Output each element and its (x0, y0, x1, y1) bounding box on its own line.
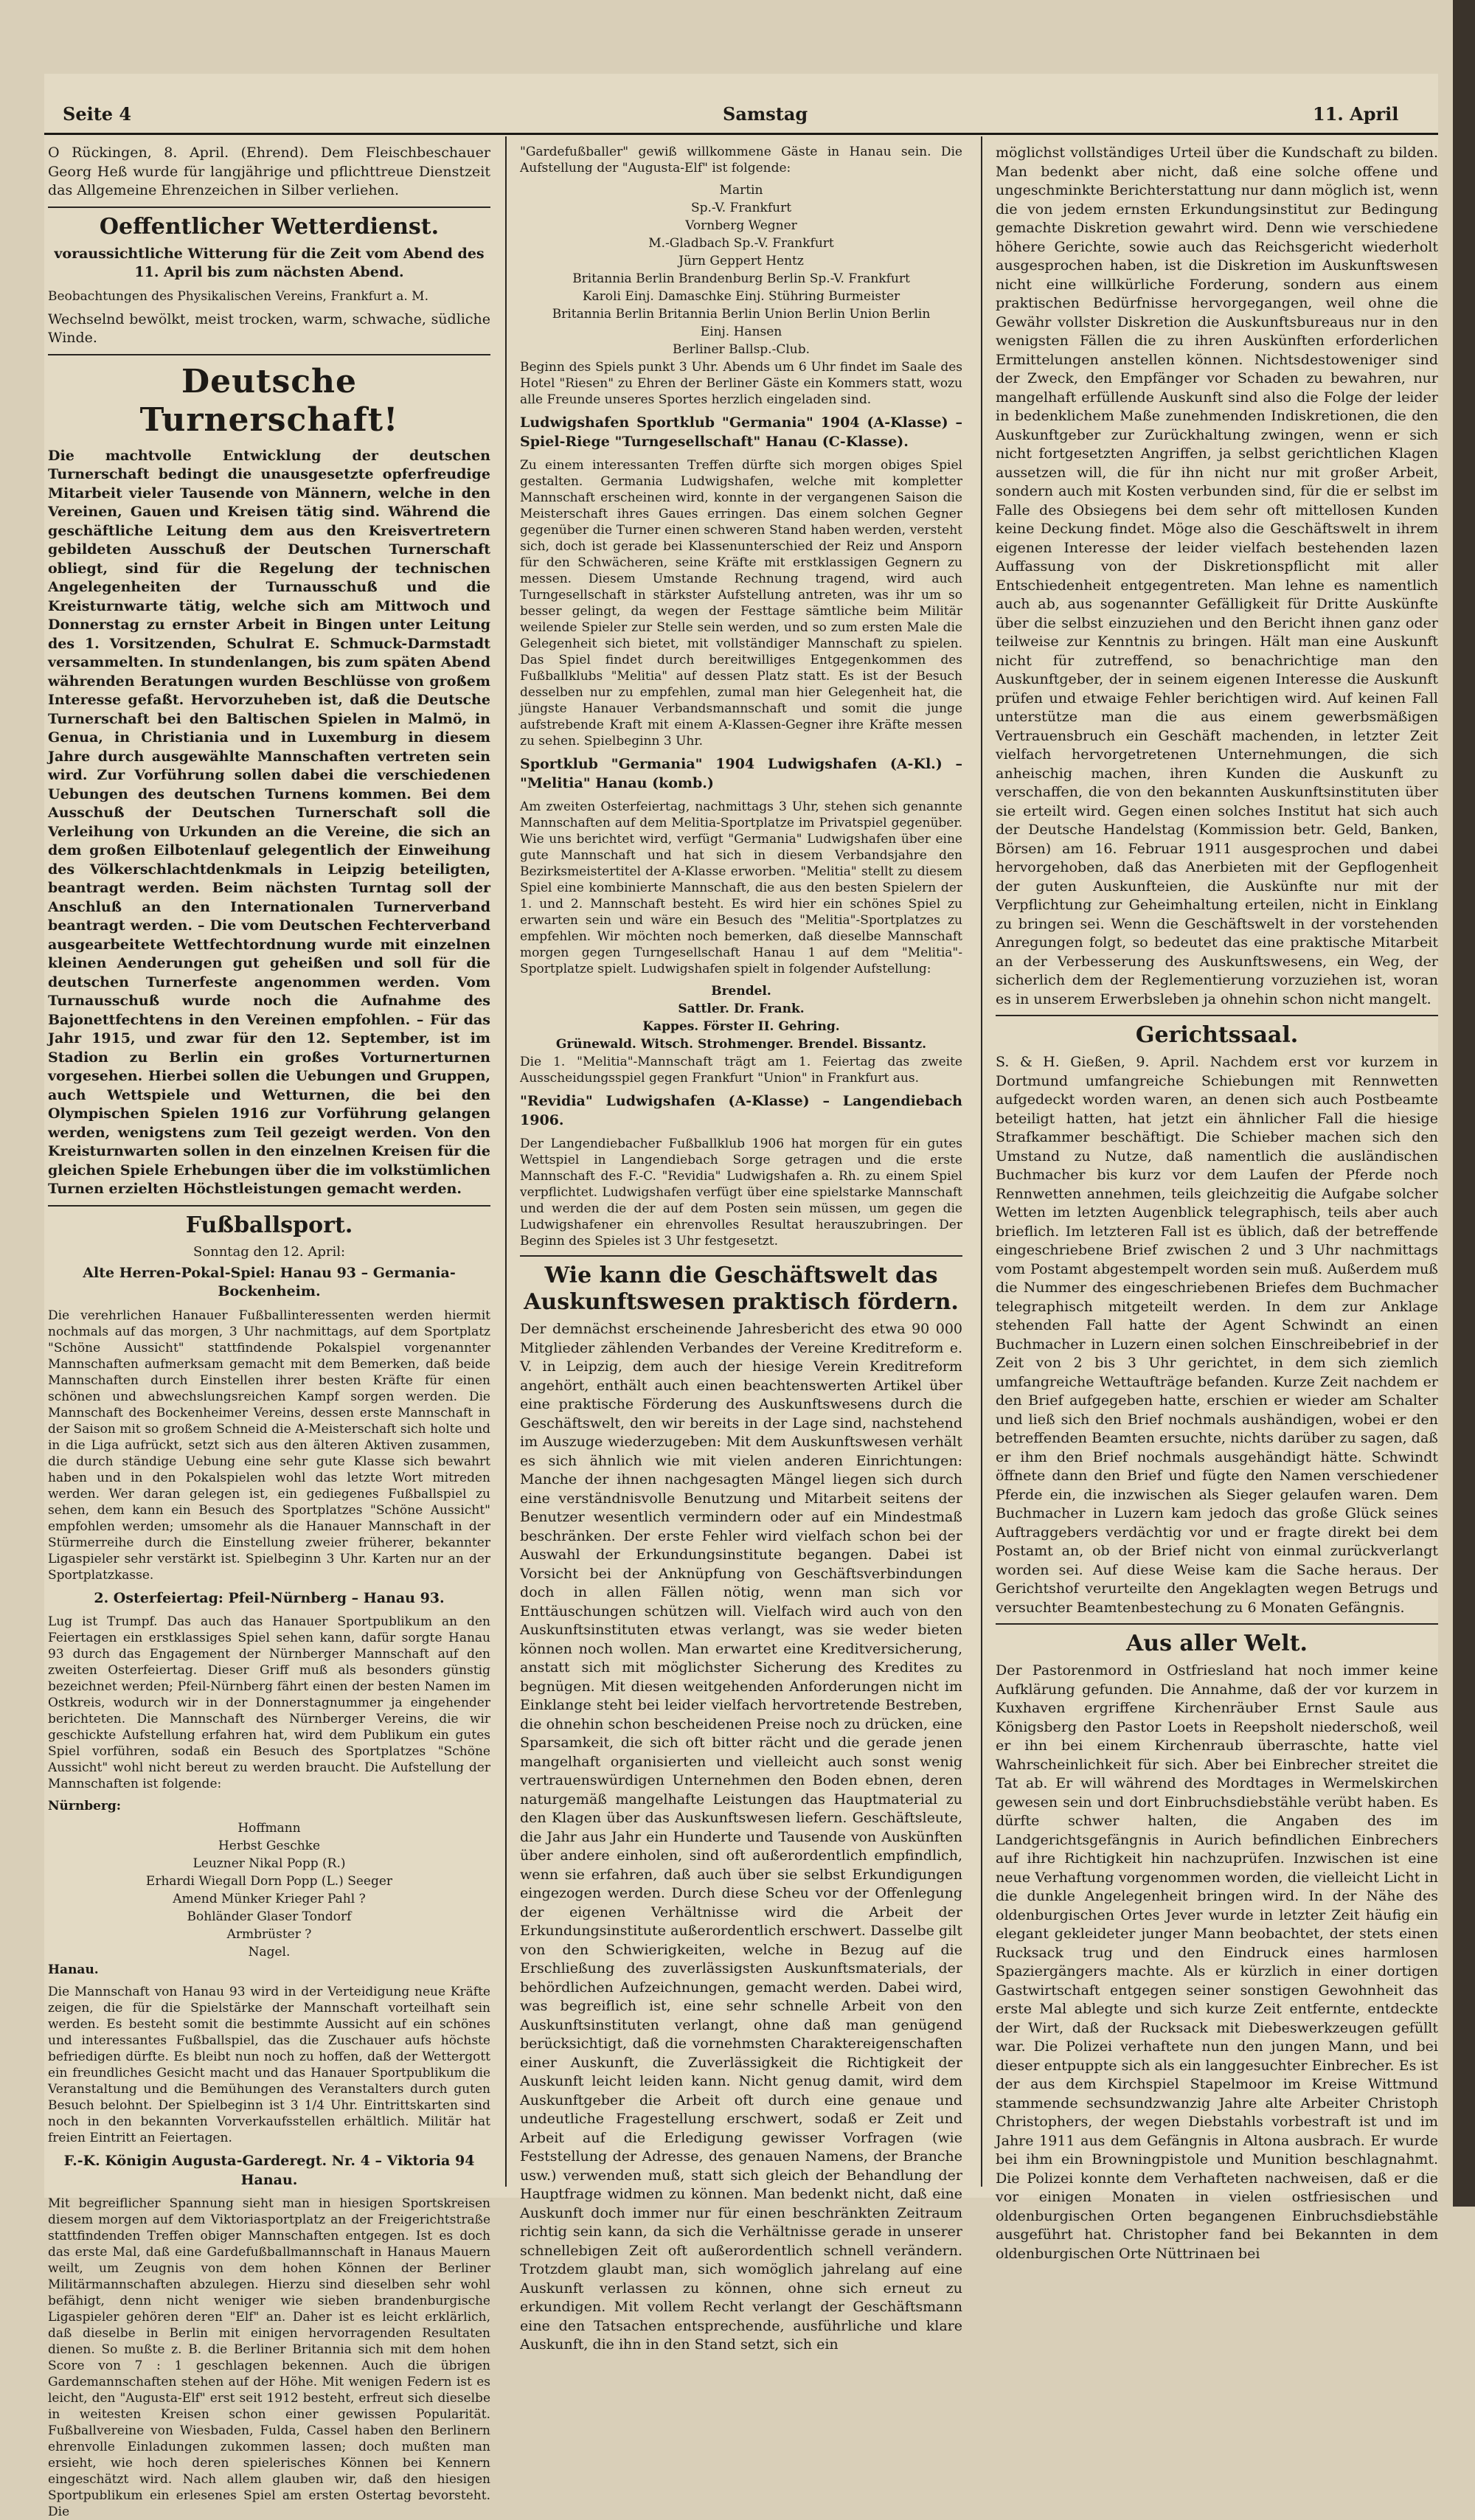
auskunft-title: Wie kann die Geschäftswelt das Auskunftswesen praktisch fördern. (524, 1263, 959, 1315)
separator (996, 1015, 1438, 1016)
page-header (44, 103, 1438, 133)
lineup-line: Bohländer Glaser Tondorf (187, 1909, 352, 1924)
lineup-nuernberg-label: Nürnberg: (48, 1799, 122, 1813)
fussball-text-1: Die verehrlichen Hanauer Fußballinteressenten werden hiermit nochmals auf das morgen, 3 Uhr nachmittags, auf dem Sportplatz "Schöne Aussicht" stattfindende Pokalspiel vorgenannter Mannschaften aufmerksam gemacht mit dem Bemerken, daß beide Mannschaften durch Einstellen ihrer besten Kräfte für einen schönen und abwechslungsreichen Kampf sorgen werden. Die Mannschaft des Bockenheimer Vereins, dessen erste Mannschaft in der Saison mit so großem Schneid die A-Meisterschaft sich holte und in die Liga aufrückt, setzt sich aus den älteren Aktiven zusammen, die durch ständige Uebung eine sehr gute Klasse sich bewahrt haben und in den Pokalspielen wohl das letzte Wort mitreden werden. Wer daran gelegen ist, ein gediegenes Fußballspiel zu sehen, dem kann ein Besuch des Sportplatzes "Schöne Aussicht" empfohlen werden; umsomehr als die Hanauer Mannschaft in der Stürmerreihe durch die Einstellung zweier früherer, bekannter Ligaspieler sehr verstärkt ist. Spielbeginn 3 Uhr. Karten nur an der Sportplatzkasse. (48, 1308, 490, 1583)
guard-intro: "Gardefußballer" gewiß willkommene Gäste in Hanau sein. Die Aufstellung der "Augusta-Elf" ist folgende: (520, 145, 962, 176)
fussball-game-3: F.-K. Königin Augusta-Garderegt. Nr. 4 – Viktoria 94 Hanau. (63, 2153, 475, 2188)
lineup-line: Hoffmann (237, 1821, 301, 1836)
weekday: Samstag (723, 103, 808, 125)
lineup-line: Einj. Hansen (700, 324, 782, 339)
column-rule (981, 136, 982, 2187)
fussball-title: Fußballsport. (185, 1212, 353, 1238)
game-6-title: "Revidia" Ludwigshafen (A-Klasse) – Langendiebach 1906. (520, 1093, 962, 1128)
lineup-line: Erhardi Wiegall Dorn Popp (L.) Seeger (145, 1874, 393, 1889)
auskunft-text-2: möglichst vollständiges Urteil über die Kundschaft zu bilden. Man bedenkt aber nicht, daß eine solche offene und ungeschminkte Berichterstattung nur dann möglich ist, wenn die von jedem ernsten Erkundungsinstitut zur Bedingung gemachte Diskretion gewahrt wird. Denn wie verschiedene höhere Gerichte, sowie auch das Reichsgericht wiederholt ausgesprochen haben, ist die Diskretion im Auskunftswesen nicht eine willkürliche Forderung, sondern aus einem praktischen Bedürfnisse hervorgegangen, weil ohne die Gewähr vollster Diskretion die Auskunftsbureaus nur in den wenigsten Fällen die zu ihren Auskünften erforderlichen Ermittelungen anstellen können. Nichtsdestoweniger sind der Zweck, den Empfänger vor Schaden zu bewahren, nur mangelhaft erfüllende Auskunft sind also die Folge der leider in bedenklichem Maße zunehmenden Indiskretionen, die den Auskunftgeber zur Zurückhaltung zwingen, wenn er sich nicht fortgesetzten Angriffen, ja selbst gerichtlichen Klagen aussetzen will, die für ihn nicht nur mit großer Arbeit, sondern auch mit Kosten verbunden sind, für die er selbst im Falle des Obsiegens bei dem sehr oft mittellosen Kunden keine Deckung findet. Möge also die Geschäftswelt in ihrem eigenen Interesse der leider vielfach bestehenden lazen Auffassung von der Diskretionspflicht mit aller Entschiedenheit entgegentreten. Man lehne es namentlich auch ab, aus sogenannter Gefälligkeit für Dritte Auskünfte über die selbst einzuziehen und den Bericht ihnen ganz oder teilweise zur Kenntnis zu bringen. Hält man eine Auskunft nicht für zutreffend, so benachrichtige man den Auskunftgeber, der in seinem eigenen Interesse die Auskunft prüfen und etwaige Fehler berichtigen wird. Auf keinen Fall unterstütze man die aus einem gewerbsmäßigen Vertrauensbruch ein Geschäft machenden, in letzter Zeit vielfach hervorgetretenen Unternehmungen, die sich anheischig machen, ihren Kunden die Auskunft zu verschaffen, die von den bekannten Auskunftsinstituten über sie erteilt wird. Gegen einen solches Institut hat sich auch der Deutsche Handelstag (Kommission betr. Geld, Banken, Börsen) am 16. Februar 1911 ausgesprochen und dabei hervorgehoben, daß das Anerbieten mit der Gepflogenheit der guten Auskunfteien, die Auskünfte nur mit der Verpflichtung zur Geheimhaltung erteilen, nicht in Einklang zu bringen sei. Wenn die Geschäftswelt in der vorstehenden Anregungen folgt, so bedeutet das eine praktische Mitarbeit an der Verbesserung des Auskunftswesens, ein Weg, der sicherlich dem der Reglementierung vorzuziehen ist, woran es in unserem Erwerbsleben ja ohnehin schon nicht mangelt. (996, 145, 1438, 1007)
game-6-text: Der Langendiebacher Fußballklub 1906 hat morgen für ein gutes Wettspiel in Langendiebach Sorge getragen und die erste Mannschaft des F.-C. "Revidia" Ludwigshafen a. Rh. zu einem Spiel verpflichtet. Ludwigshafen verfügt über eine spielstarke Mannschaft und werden die der auf dem Posten sein müssen, um gegen die Ludwigshafener ein ehrenvolles Resultat herauszubringen. Der Beginn des Spieles ist 3 Uhr festgesetzt. (520, 1136, 962, 1249)
lineup-line: Grünewald. Witsch. Strohmenger. Brendel. Bissantz. (555, 1037, 927, 1052)
gericht-title: Gerichtssaal. (1135, 1022, 1299, 1048)
lineup-line: Herbst Geschke (218, 1839, 321, 1853)
lineup-line: Berliner Ballsp.-Club. (672, 342, 811, 357)
separator (48, 354, 490, 355)
fussball-game-1: Alte Herren-Pokal-Spiel: Hanau 93 – Germania-Bockenheim. (83, 1264, 456, 1299)
fussball-text-4: Mit begreiflicher Spannung sieht man in hiesigen Sportskreisen diesem morgen auf dem Viktoriasportplatz an der Freigerichtstraße stattfindenden Treffen obiger Mannschaften entgegen. Ist es doch das erste Mal, daß eine Gardefußballmannschaft in Hanaus Mauern weilt, um Zeugnis von dem hohen Können der Berliner Militärmannschaften abzulegen. Hierzu sind dieselben sehr wohl befähigt, denn nicht weniger wie sieben brandenburgische Ligaspieler gehören deren "Elf" an. Daher ist es leicht erklärlich, daß dieselbe in Berlin mit einigen hervorragenden Resultaten dienen. So mußte z. B. die Berliner Britannia sich mit dem hohen Score von 7 : 1 geschlagen bekennen. Auch die übrigen Gardemannschaften stehen auf der Höhe. Mit wenigen Federn ist es leicht, den "Augusta-Elf" erst seit 1912 besteht, erfreut sich dieselbe in weitesten Kreisen schon einer gewissen Popularität. Fußballvereine von Wiesbaden, Fulda, Cassel haben den Berlinern ehrenvolle Einladungen zukommen lassen; doch mußten man ersieht, wie hoch deren spielerisches Können bei Kennern eingeschätzt wird. Nach allem glauben wir, daß den hiesigen Sportpublikum ein erlesenes Spiel am ersten Ostertag bevorsteht. Die (48, 2196, 490, 2519)
wetter-text: Wechselnd bewölkt, meist trocken, warm, schwache, südliche Winde. (48, 310, 490, 346)
binding-edge (1453, 0, 1475, 2207)
lineup-hanau-label: Hanau. (48, 1962, 99, 1977)
game-4-text: Zu einem interessanten Treffen dürfte sich morgen obiges Spiel gestalten. Germania Ludwigshafen, welche mit kompletter Mannschaft erscheinen wird, konnte in der vergangenen Saison die Meisterschaft ihres Gaues erringen. Das einem solchen Gegner gegenüber die Turner einen schweren Stand haben werden, versteht sich, doch ist gerade bei Klassenunterschied der Reiz und Ansporn für den Schwächeren, seine Kräfte mit erstklassigen Gegnern zu messen. Diesem Umstande Rechnung tragend, wird auch Turngesellschaft in stärkster Aufstellung antreten, was ihr um so besser gelingt, da wegen der Festtage sämtliche beim Militär weilende Spieler zur Stelle sein werden, und so zum ersten Male die Gelegenheit sich bietet, mit vollständiger Mannschaft zu spielen. Das Spiel findet durch bereitwilliges Entgegenkommen des Fußballklubs "Melitia" auf dessen Platz statt. Es ist der Besuch desselben nur zu empfehlen, zumal man hier Gelegenheit hat, die jüngste Hanauer Verbandsmannschaft und somit die junge aufstrebende Kraft mit einem A-Klassen-Gegner ihre Kräfte messen zu sehen. Spielbeginn 3 Uhr. (520, 458, 962, 749)
lineup-line: Amend Münker Krieger Pahl ? (173, 1892, 366, 1906)
lineup-line: Sattler. Dr. Frank. (678, 1002, 805, 1016)
gericht-text: S. & H. Gießen, 9. April. Nachdem erst vor kurzem in Dortmund umfangreiche Schiebungen mit Rennwetten aufgedeckt worden waren, an denen sich auch Postbeamte beteiligt hatten, hat jetzt ein ähnlicher Fall die hiesige Strafkammer beschäftigt. Die Schieber machen sich den Umstand zu Nutze, daß namentlich die ausländischen Buchmacher bis kurz vor dem Laufen der Pferde noch Rennwetten annehmen, teils gleichzeitig die Aufgabe solcher Wetten im letzten Augenblick telegraphisch, teils aber auch brieflich. Im letzteren Fall ist es üblich, daß der betreffende eingeschriebene Brief zwischen 2 und 3 Uhr nachmittags vom Postamt abgestempelt worden sein muß. Außerdem muß die Nummer des eingeschriebenen Briefes dem Buchmacher telegraphisch mitgeteilt werden. In dem zur Anklage stehenden Fall hatte der Agent Schwindt an einen Buchmacher in Luzern einen solchen Einschreibebrief in der Zeit von 2 bis 3 Uhr gerichtet, in dem sich ziemlich umfangreiche Wettaufträge befanden. Kurze Zeit nachdem er den Brief aufgegeben hatte, erschien er wieder am Schalter und ließ sich den Brief nochmals aushändigen, wobei er den betreffenden Beamten ersuchte, nichts darüber zu sagen, daß er ihm den Brief nochmals ausgehändigt hätte. Schwindt öffnete dann den Brief und fügte den Namen verschiedener Pferde ein, die inzwischen als Sieger gelaufen waren. Dem Buchmacher in Luzern kam jedoch das große Glück seines Auftraggebers verdächtig vor und er fragte direkt bei dem Postamt an, ob der Brief nicht von einmal zurückverlangt worden sei. Auf diese Weise kam die Sache heraus. Der Gerichtshof verurteilte den Angeklagten wegen Betrugs und versuchter Beamtenbestechung zu 6 Monaten Gefängnis. (996, 1054, 1438, 1616)
separator (996, 1623, 1438, 1625)
turner-title: Deutsche Turnerschaft! (139, 362, 399, 439)
newspaper-page (44, 74, 1438, 2519)
auskunft-text-1: Der demnächst erscheinende Jahresbericht des etwa 90 000 Mitglieder zählenden Verbandes der Vereine Kreditreform e. V. in Leipzig, dem auch der hiesige Verein Kreditreform angehört, enthält auch einen beachtenswerten Artikel über eine praktische Förderung des Auskunftswesens durch die Geschäftswelt, den wir bereits in der Lage sind, nachstehend im Auszuge wiederzugeben: Mit dem Auskunftswesen verhält es sich ähnlich wie mit vielen anderen Einrichtungen: Manche der ihnen nachgesagten Mängel liegen sich durch eine verständnisvolle Benutzung und Mitarbeit seitens der Benutzer wesentlich vermindern oder auf ein Mindestmaß beschränken. Der erste Fehler wird vielfach schon bei der Auswahl der Erkundungsinstitute begangen. Dabei ist Vorsicht bei der Anknüpfung von Geschäftsverbindungen doch in allen Fällen nötig, wenn man sich vor Enttäuschungen schützen will. Vielfach wird auch von den Auskunftsinstituten etwas verlangt, was sie weder bieten können noch wollen. Man erwartet eine Kreditversicherung, anstatt sich mit möglichster Sicherung des Kredites zu begnügen. Mit diesen weitgehenden Anforderungen nicht im Einklange steht bei leider vielfach hervortretende Bestreben, die ohnehin schon bescheidenen Preise noch zu drücken, eine Sparsamkeit, die sich oft bitter rächt und die gerade jenen mangelhaft organisierten und vielleicht auch sonst wenig vertrauenswürdigen Unternehmen den Boden ebnen, deren naturgemäß mangelhafte Leistungen das Hauptmaterial zu den Klagen über das Auskunftswesen liefern. Geschäftsleute, die Jahr aus Jahr ein Hunderte und Tausende von Auskünften über andere einholen, sind oft außerordentlich empfindlich, wenn sie erfahren, daß auch über sie selbst Erkundigungen eingezogen werden. Durch diese Scheu vor der Offenlegung der eigenen Verhältnisse wird die Arbeit der Erkundungsinstitute außerordentlich erschwert. Dasselbe gilt von den Schwierigkeiten, welche in Bezug auf die Erschließung des zuverlässigsten Auskunftsmaterials, der behördlichen Aufzeichnungen, gemacht werden. Dabei wird, was begreiflich ist, eine sehr schnelle Arbeit von den Auskunftsinstituten verlangt, ohne daß man genügend berücksichtigt, daß die vornehmsten Charaktereigenschaften einer Auskunft, die Zuverlässigkeit die Richtigkeit der Auskunft leicht leiden kann. Nicht genug damit, wird dem Auskunftgeber die Arbeit oft durch eine genaue und undeutliche Fragestellung erschwert, sodaß er Zeit und Arbeit auf die Erledigung gewisser Vorfragen (wie Feststellung der Adresse, des genauen Namens, der Branche usw.) verwenden muß, statt sich gleich der Behandlung der Hauptfrage widmen zu können. Man bedenkt nicht, daß eine Auskunft doch immer nur für einen beschränkten Zeitraum richtig sein kann, da sich die Verhältnisse gerade in unserer schnellebigen Zeit oft außerordentlich schnell verändern. Trotzdem glaubt man, sich womöglich jahrelang auf eine Auskunft verlassen zu können, ohne sich erneut zu erkundigen. Mit vollem Recht verlangt der Geschäftsmann eine den Tatsachen entsprechende, ausführliche und klare Auskunft, die ihn in den Stand setzt, sich ein (520, 1321, 962, 2353)
lineup-line: M.-Gladbach Sp.-V. Frankfurt (648, 236, 834, 251)
game-5-title: Sportklub "Germania" 1904 Ludwigshafen (A-Kl.) – "Melitia" Hanau (komb.) (520, 756, 962, 791)
lineup-line: Jürn Geppert Hentz (678, 254, 804, 268)
column-3 (996, 144, 1438, 2262)
column-2 (520, 144, 962, 2353)
game-4-title: Ludwigshafen Sportklub "Germania" 1904 (A-Klasse) – Spiel-Riege "Turngesellschaft" Hanau (C-Klasse). (520, 414, 962, 450)
wetter-title: Oeffentlicher Wetterdienst. (99, 213, 440, 240)
game-5-text: Am zweiten Osterfeiertag, nachmittags 3 Uhr, stehen sich genannte Mannschaften auf dem Melitia-Sportplatze im Privatspiel gegenüber. Wie uns berichtet wird, verfügt "Germania" Ludwigshafen über eine gute Mannschaft und hat sich in diesem Verbandsjahre den Bezirksmeistertitel der A-Klasse erworben. "Melitia" stellt zu diesem Spiel eine kombinierte Mannschaft, die aus den besten Spielern der 1. und 2. Mannschaft besteht. Es wird hier ein schönes Spiel zu erwarten sein und wäre ein Besuch des "Melitia"-Sportplatzes zu empfehlen. Wir möchten noch bemerken, daß dieselbe Mannschaft morgen gegen Turngesellschaft Hanau 1 auf dem "Melitia"-Sportplatze spielt. Ludwigshafen spielt in folgender Aufstellung: (520, 799, 962, 976)
separator (48, 1205, 490, 1207)
issue-date: 11. April (1313, 103, 1399, 125)
fussball-text-3: Die Mannschaft von Hanau 93 wird in der Verteidigung neue Kräfte zeigen, die für die Spielstärke der Mannschaft vorteilhaft sein werden. Es besteht somit die bestimmte Aussicht auf ein schönes und interessantes Fußballspiel, das die Zuschauer aufs höchste befriedigen dürfte. Es bleibt nun noch zu hoffen, daß der Wettergott ein freundliches Gesicht macht und das Hanauer Sportpublikum die Veranstaltung und die Bemühungen des Veranstalters durch guten Besuch belohnt. Der Spielbeginn ist 3 1/4 Uhr. Eintrittskarten sind noch in den bekannten Vorverkaufsstellen erhältlich. Militär hat freien Eintritt an Feiertagen. (48, 1985, 490, 2145)
fussball-text-2: Lug ist Trumpf. Das auch das Hanauer Sportpublikum an den Feiertagen ein erstklassiges Spiel sehen kann, dafür sorgte Hanau 93 durch das Engagement der Nürnberger Mannschaft auf den zweiten Osterfeiertag. Dieser Griff muß als besonders günstig bezeichnet werden; Pfeil-Nürnberg fährt einen der besten Namen im Ostkreis, wodurch wir in der Donnerstagnummer ja eingehender berichteten. Die Mannschaft des Nürnberger Vereins, die wir geschickte Aufstellung erfahren hat, wird dem Publikum ein gutes Spiel vorführen, sodaß ein Besuch des Sportplatzes "Schöne Aussicht" wohl nicht bereut zu werden braucht. Die Aufstellung der Mannschaften ist folgende: (48, 1614, 490, 1791)
lineup-line: Brendel. (711, 984, 771, 999)
lineup-line: Sp.-V. Frankfurt (690, 201, 792, 215)
header-rule (44, 133, 1438, 135)
lineup-line: Leuzner Nikal Popp (R.) (192, 1856, 346, 1871)
game-5-note: Die 1. "Melitia"-Mannschaft trägt am 1. Feiertag das zweite Ausscheidungsspiel gegen Frankfurt "Union" in Frankfurt aus. (520, 1055, 962, 1086)
separator (48, 206, 490, 208)
fussball-date: Sonntag den 12. April: (192, 1243, 346, 1260)
turner-text: Die machtvolle Entwicklung der deutschen Turnerschaft bedingt die unausgesetzte opferfreudige Mitarbeit vieler Tausende von Männern, welche in den Vereinen, Gauen und Kreisen tätig sind. Während die geschäftliche Leitung dem aus den Kreisvertretern gebildeten Ausschuß der Deutschen Turnerschaft obliegt, sind für die Regelung der technischen Angelegenheiten der Turnausschuß und die Kreisturnwarte tätig, welche sich am Mittwoch und Donnerstag zu ernster Arbeit in Bingen unter Leitung des 1. Vorsitzenden, Schulrat E. Schmuck-Darmstadt versammelten. In stundenlangen, bis zum späten Abend währenden Beratungen wurden Beschlüsse von großem Interesse gefaßt. Hervorzuheben ist, daß die Deutsche Turnerschaft bei den Baltischen Spielen in Malmö, in Genua, in Christiania und in Luxemburg in diesem Jahre durch ausgewählte Mannschaften vertreten sein wird. Zur Vorführung sollen dabei die verschiedenen Uebungen des deutschen Turnens kommen. Bei dem Ausschuß der Deutschen Turnerschaft soll die Verleihung von Urkunden an die Vereine, die sich an dem großen Eilbotenlauf gelegentlich der Einweihung des Völkerschlachtdenkmals in Leipzig beteiligten, beantragt werden. Beim nächsten Turntag soll der Anschluß an den Internationalen Turnerverband beantragt werden. – Die vom Deutschen Fechterverband ausgearbeitete Wettfechtordnung wurde mit einzelnen kleinen Aenderungen gut geheißen und soll für die deutschen Turnerfeste angenommen werden. Vom Turnausschuß wurde noch die Aufnahme des Bajonettfechtens in den Vereinen empfohlen. – Für das Jahr 1915, und zwar für den 12. September, ist im Stadion zu Berlin ein großes Vorturnerturnen vorgesehen. Hierbei sollen die Uebungen und Gruppen, auch Wettspiele und Wetturnen, die bei den Olympischen Spielen 1916 zur Vorführung gelangen werden, wenigstens zum Teil gezeigt werden. Von den Kreisturnwarten sollen in den einzelnen Kreisen für die gleichen Spiele Erhebungen über die im volkstümlichen Turnen erzielten Höchstleistungen gemacht werden. (48, 447, 490, 1197)
column-1 (48, 144, 490, 2519)
lineup-line: Nagel. (248, 1945, 291, 1960)
separator (520, 1255, 962, 1257)
page-number: Seite 4 (63, 103, 132, 125)
wetter-subtitle: voraussichtliche Witterung für die Zeit vom Abend des 11. April bis zum nächsten Abend. (54, 245, 485, 280)
lineup-line: Martin (719, 183, 763, 198)
lineup-line: Kappes. Förster II. Gehring. (642, 1019, 840, 1034)
lineup-line: Britannia Berlin Britannia Berlin Union Berlin Union Berlin (552, 307, 931, 322)
welt-text: Der Pastorenmord in Ostfriesland hat noch immer keine Aufklärung gefunden. Die Annahme, daß der vor kurzem in Kuxhaven ergriffene Kirchenräuber Ernst Saule aus Königsberg den Pastor Loets in Reepsholt niederschoß, weil er ihn bei einem Kirchenraub überraschte, hatte viel Wahrscheinlichkeit für sich. Aber bei Einbrecher streitet die Tat ab. Er will während des Mordtages in Wermelskirchen gewesen sein und dort Einbruchsdiebstähle verübt haben. Es dürfte schwer halten, die Angaben des im Landgerichtsgefängnis in Aurich befindlichen Einbrechers auf ihre Richtigkeit hin nachzuprüfen. Inzwischen ist eine neue Verhaftung vorgenommen worden, die vielleicht Licht in die dunkle Angelegenheit bringen wird. In der Nähe des oldenburgischen Ortes Jever wurde in letzter Zeit häufig ein elegant gekleideter junger Mann beobachtet, der stets einen Rucksack trug und den Eindruck eines harmlosen Spaziergängers machte. Als er kürzlich in einer dortigen Gastwirtschaft entgegen seiner sonstigen Gewohnheit das erste Mal ablegte und sich kurze Zeit entfernte, entdeckte der Wirt, daß der Rucksack mit Diebeswerkzeugen gefüllt war. Die Polizei verhaftete nun den jungen Mann, und bei dieser entpuppte sich als ein langgesuchter Einbrecher. Es ist der aus dem Kirchspiel Stapelmoor im Kreise Wittmund stammende sechsundzwanzig Jahre alte Arbeiter Christoph Christophers, der wegen Diebstahls vorbestraft ist und im Jahre 1911 aus dem Gefängnis in Altona ausbrach. Er wurde bei ihm ein Browningpistole und Munition beschlagnahmt. Die Polizei konnte dem Verhafteten nachweisen, daß er die vor einigen Monaten in vielen ostfriesischen und oldenburgischen Orten begangenen Einbruchsdiebstähle ausgeführt hat. Christopher fand bei Bekannten in dem oldenburgischen Orte Nüttrinaen bei (996, 1662, 1438, 2262)
wetter-source: Beobachtungen des Physikalischen Vereins, Frankfurt a. M. (48, 288, 428, 304)
lineup-line: Vornberg Wegner (685, 218, 797, 233)
rueckingen-notice: O Rückingen, 8. April. (Ehrend). Dem Fleischbeschauer Georg Heß wurde für langjährige und pflichttreue Dienstzeit das Allgemeine Ehrenzeichen in Silber verliehen. (48, 145, 490, 198)
guard-text: Beginn des Spiels punkt 3 Uhr. Abends um 6 Uhr findet im Saale des Hotel "Riesen" zu Ehren der Berliner Gäste ein Kommers statt, wozu alle Freunde unseres Sportes herzlich eingeladen sind. (520, 360, 962, 407)
fussball-game-2: 2. Osterfeiertag: Pfeil-Nürnberg – Hanau 93. (94, 1589, 445, 1606)
column-rule (505, 136, 507, 2187)
lineup-line: Britannia Berlin Brandenburg Berlin Sp.-V. Frankfurt (572, 271, 910, 286)
lineup-line: Karoli Einj. Damaschke Einj. Stühring Burmeister (582, 289, 900, 304)
welt-title: Aus aller Welt. (1125, 1631, 1308, 1656)
lineup-line: Armbrüster ? (226, 1927, 312, 1942)
